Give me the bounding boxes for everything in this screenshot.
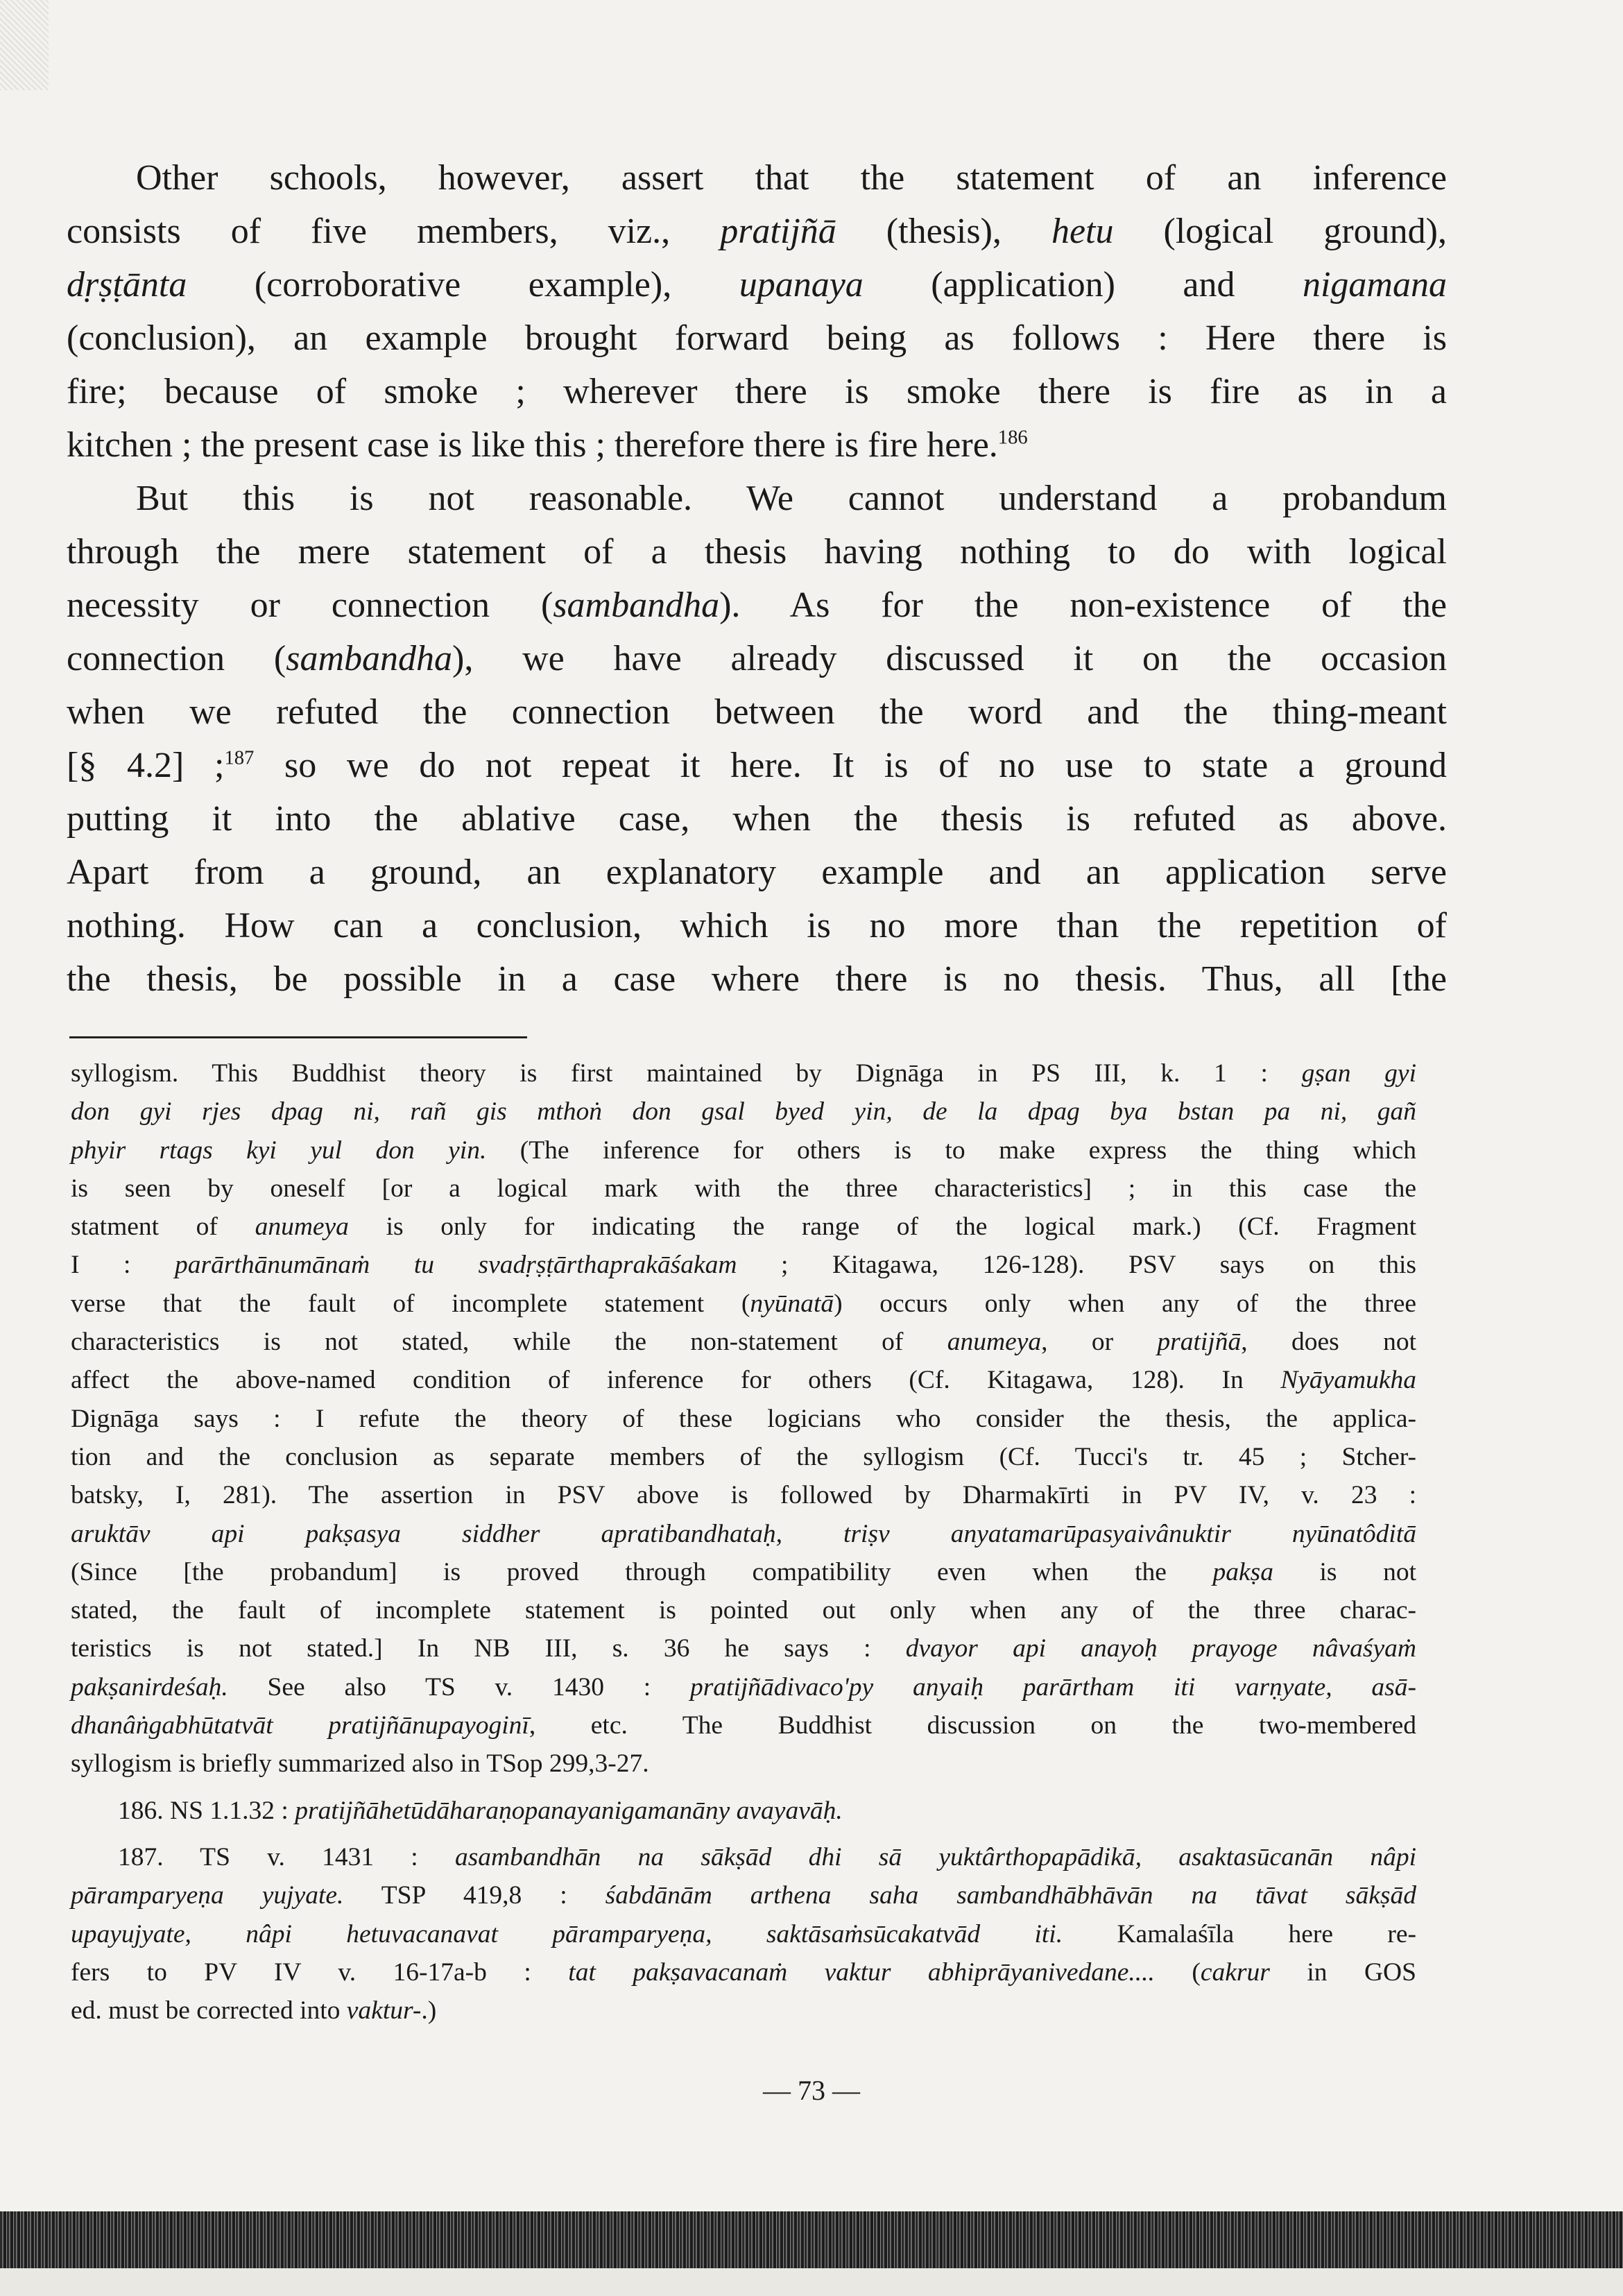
footnote-line: stated, the fault of incomplete statement is pointed out only when any of the three charac-: [71, 1596, 1416, 1625]
body-line: (conclusion), an example brought forward being as follows : Here there is: [67, 318, 1447, 358]
footnote-line: phyir rtags kyi yul don yin. (The inference for others is to make express the thing which: [71, 1136, 1416, 1165]
body-line: connection (sambandha), we have already discussed it on the occasion: [67, 639, 1448, 678]
body-line: fire; because of smoke ; wherever there is smoke there is fire as in a: [67, 372, 1447, 411]
footnote-line: upayujyate, nâpi hetuvacanavat pāramparyeṇa, saktāsaṁsūcakatvād iti. Kamalaśīla here re-: [71, 1919, 1416, 1948]
body-line: [§ 4.2] ;$^{187}$ so we do not repeat it here. It is of no use to state a ground: [67, 746, 1447, 785]
body-line: Apart from a ground, an explanatory example and an application serve: [67, 853, 1447, 892]
body-line: through the mere statement of a thesis having nothing to do with logical: [67, 532, 1447, 572]
body-line: But this is not reasonable. We cannot understand a probandum: [136, 479, 1447, 518]
footnotes: [71, 1054, 1416, 2030]
footnote-line: teristics is not stated.] In NB III, s. 36 he says : dvayor api anayoḥ prayoge nâvaśyaṁ: [71, 1634, 1416, 1663]
footnote-line: syllogism. This Buddhist theory is first maintained by Dignāga in PS III, k. 1 : gṣan gyi: [71, 1059, 1416, 1088]
footnote-line: characteristics is not stated, while the non-statement of anumeya, or pratijñā, does not: [71, 1328, 1416, 1357]
body-line: putting it into the ablative case, when the thesis is refuted as above.: [67, 799, 1447, 839]
footnote-line: affect the above-named condition of inference for others (Cf. Kitagawa, 128). In Nyāyamukha: [71, 1366, 1416, 1395]
footnote-line: syllogism is briefly summarized also in TSop 299,3-27.: [71, 1749, 649, 1779]
footnote-line: is seen by oneself [or a logical mark with the three characteristics] ; in this case the: [71, 1174, 1416, 1203]
body-line: when we refuted the connection between the word and the thing-meant: [67, 692, 1447, 732]
footnote-rule: [69, 1036, 527, 1038]
body-line: necessity or connection (sambandha). As for the non-existence of the: [67, 585, 1447, 625]
footnote-line: tion and the conclusion as separate members of the syllogism (Cf. Tucci's tr. 45 ; Stcher-: [71, 1442, 1416, 1471]
footnote-line: pāramparyeṇa yujyate. TSP 419,8 : śabdānām arthena saha sambandhābhāvān na tāvat sākṣād: [71, 1881, 1417, 1910]
main-text: [67, 151, 1447, 1006]
body-line: consists of five members, viz., pratijñā (thesis), hetu (logical ground),: [67, 212, 1447, 251]
footnote-line: I : parārthānumānaṁ tu svadṛṣṭārthaprakāśakam ; Kitagawa, 126-128). PSV says on this: [71, 1251, 1416, 1280]
footnote-line: (Since [the probandum] is proved through compatibility even when the pakṣa is not: [71, 1557, 1416, 1586]
footnote-line: aruktāv api pakṣasya siddher apratibandhataḥ, triṣv anyatamarūpasyaivânuktir nyūnatôditā: [71, 1519, 1416, 1548]
body-line: Other schools, however, assert that the statement of an inference: [136, 158, 1447, 198]
footnote-line: 186. NS 1.1.32 : pratijñāhetūdāharaṇopanayanigamanāny avayavāḥ.: [118, 1796, 843, 1825]
scan-noise: [0, 0, 49, 90]
body-line: kitchen ; the present case is like this ; therefore there is fire here.$^{186}$: [67, 425, 1028, 465]
scan-edge-bar: [0, 2211, 1623, 2268]
footnote-line: batsky, I, 281). The assertion in PSV above is followed by Dharmakīrti in PV IV, v. 23 :: [71, 1481, 1416, 1510]
footnote-line: Dignāga says : I refute the theory of these logicians who consider the thesis, the applica-: [71, 1404, 1416, 1433]
scan-bottom-margin: [0, 2268, 1623, 2296]
body-line: nothing. How can a conclusion, which is no more than the repetition of: [67, 906, 1447, 945]
footnote-line: pakṣanirdeśaḥ. See also TS v. 1430 : pratijñādivaco'py anyaiḥ parārtham iti varṇyate, asā-: [71, 1672, 1416, 1702]
body-line: the thesis, be possible in a case where there is no thesis. Thus, all [the: [67, 959, 1447, 999]
footnote-line: fers to PV IV v. 16-17a-b : tat pakṣavacanaṁ vaktur abhiprāyanivedane.... (cakrur in GOS: [71, 1957, 1416, 1987]
footnote-line: ed. must be corrected into vaktur-.): [71, 1996, 437, 2025]
footnote-line: dhanâṅgabhūtatvāt pratijñānupayoginī, etc. The Buddhist discussion on the two-membered: [71, 1711, 1416, 1740]
footnote-line: don gyi rjes dpag ni, rañ gis mthoṅ don gsal byed yin, de la dpag bya bstan pa ni, gañ: [71, 1097, 1416, 1126]
footnote-line: 187. TS v. 1431 : asambandhān na sākṣād dhi sā yuktârthopapādikā, asaktasūcanān nâpi: [118, 1842, 1416, 1871]
footnote-line: statment of anumeya is only for indicating the range of the logical mark.) (Cf. Fragment: [71, 1213, 1417, 1242]
body-line: dṛṣṭānta (corroborative example), upanaya (application) and nigamana: [67, 265, 1447, 305]
page-number: — 73 —: [763, 2075, 860, 2106]
footnote-line: verse that the fault of incomplete statement (nyūnatā) occurs only when any of the three: [71, 1289, 1416, 1318]
